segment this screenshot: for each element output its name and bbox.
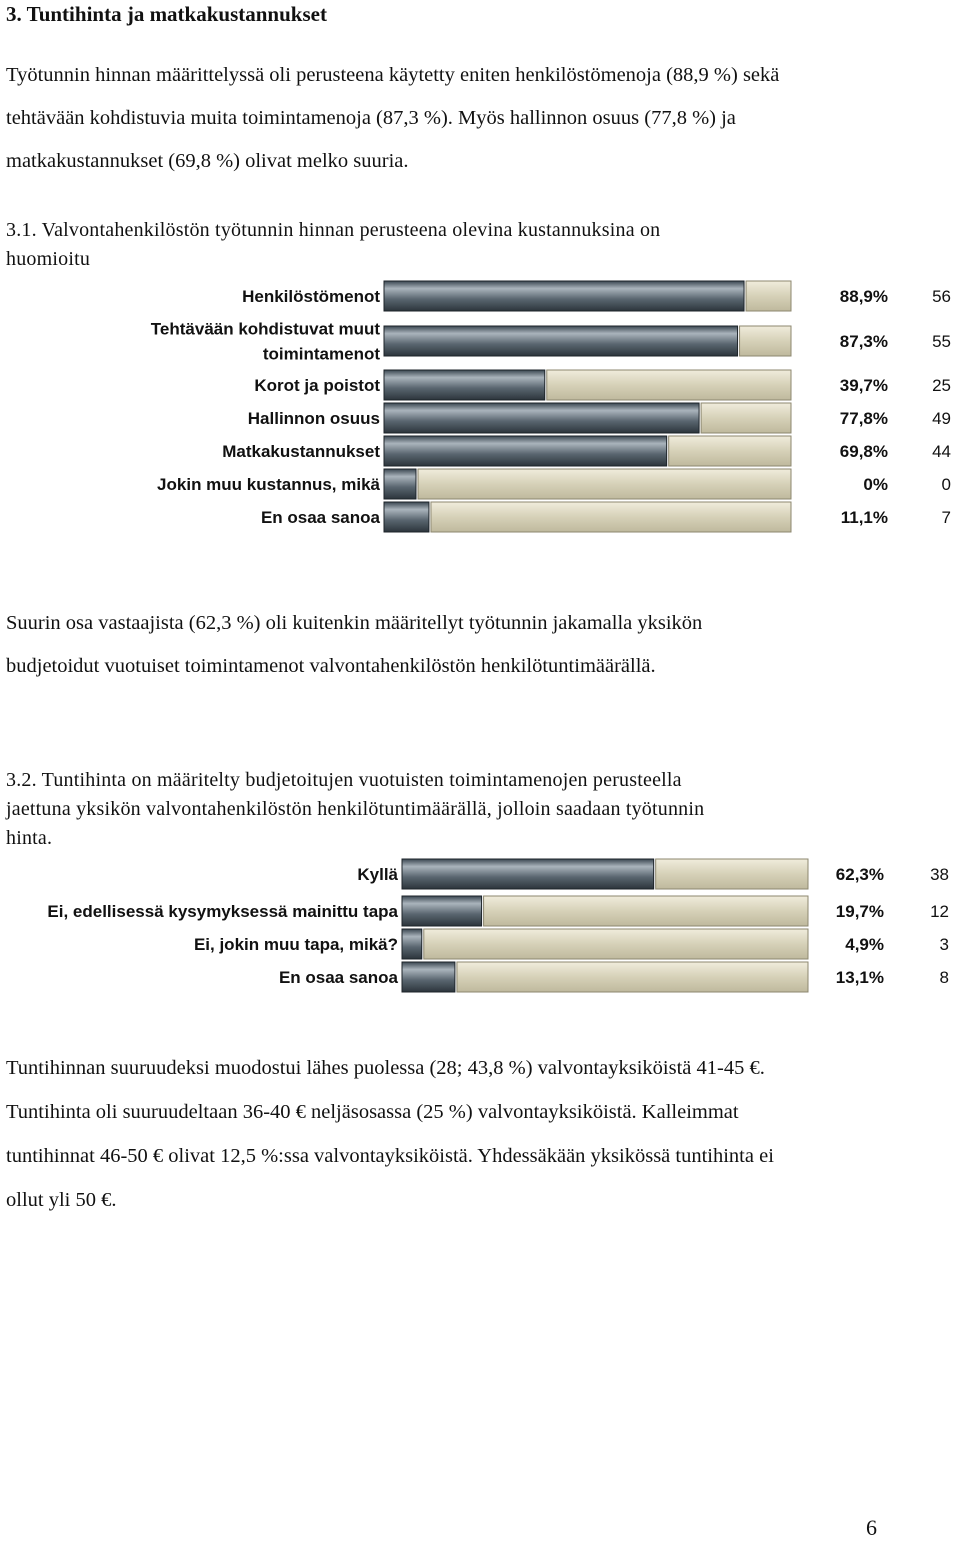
- count-label: 12: [930, 902, 949, 921]
- bar-value: [402, 859, 654, 889]
- percent-label: 69,8%: [839, 442, 888, 461]
- bar-value: [384, 281, 744, 311]
- count-label: 3: [939, 935, 949, 954]
- caption-line: huomioitu: [6, 248, 91, 270]
- category-label: Ei, jokin muu tapa, mikä?: [193, 935, 398, 954]
- caption-line: 3.2. Tuntihinta on määritelty budjetoitujen vuotuisten toimintamenojen perusteella: [6, 769, 682, 791]
- bar-remainder: [547, 370, 791, 400]
- caption-line: jaettuna yksikön valvontahenkilöstön henkilötuntimäärällä, jolloin saadaan työtunnin: [6, 798, 705, 820]
- bar-remainder: [746, 281, 791, 311]
- category-label: Jokin muu kustannus, mikä: [157, 475, 380, 494]
- chart-2-svg: [0, 856, 960, 998]
- middle-line: Suurin osa vastaajista (62,3 %) oli kuitenkin määritellyt työtunnin jakamalla yksikön: [6, 612, 703, 634]
- intro-line: Työtunnin hinnan määrittelyssä oli perusteena käytetty eniten henkilöstömenoja (88,9 %) sekä: [6, 64, 780, 86]
- category-label: Matkakustannukset: [222, 442, 380, 461]
- intro-line: tehtävään kohdistuvia muita toimintamenoja (87,3 %). Myös hallinnon osuus (77,8 %) ja: [6, 107, 736, 129]
- category-label: Ei, edellisessä kysymyksessä mainittu tapa: [47, 902, 398, 921]
- count-label: 55: [932, 332, 951, 351]
- caption-line: 3.1. Valvontahenkilöstön työtunnin hinnan perusteena olevina kustannuksina on: [6, 219, 661, 241]
- category-label: Korot ja poistot: [254, 376, 380, 395]
- percent-label: 19,7%: [835, 902, 884, 921]
- bar-remainder: [457, 962, 808, 992]
- bar-remainder: [484, 896, 808, 926]
- middle-paragraph: [6, 602, 956, 688]
- count-label: 38: [930, 865, 949, 884]
- percent-label: 88,9%: [839, 287, 888, 306]
- percent-label: 39,7%: [839, 376, 888, 395]
- bar-value: [402, 929, 422, 959]
- bar-remainder: [740, 326, 791, 356]
- caption-line: hinta.: [6, 827, 53, 849]
- count-label: 8: [939, 968, 949, 987]
- category-label: toimintamenot: [262, 344, 380, 364]
- middle-line: budjetoidut vuotuiset toimintamenot valvontahenkilöstön henkilötuntimäärällä.: [6, 655, 656, 677]
- percent-label: 77,8%: [839, 409, 888, 428]
- category-label: En osaa sanoa: [278, 968, 398, 987]
- category-label: Hallinnon osuus: [247, 409, 380, 428]
- bar-value: [384, 502, 429, 532]
- bar-remainder: [669, 436, 791, 466]
- intro-line: matkakustannukset (69,8 %) olivat melko suuria.: [6, 150, 409, 172]
- final-paragraph: [6, 1046, 956, 1222]
- bar-remainder: [424, 929, 808, 959]
- count-label: 0: [941, 475, 951, 494]
- chart-1: [0, 272, 960, 540]
- bar-value: [384, 370, 545, 400]
- bar-value: [402, 962, 455, 992]
- percent-label: 11,1%: [840, 508, 888, 527]
- section-heading: 3. Tuntihinta ja matkakustannukset: [6, 2, 327, 26]
- category-label: Kyllä: [357, 865, 398, 884]
- percent-label: 87,3%: [839, 332, 888, 351]
- count-label: 56: [932, 287, 951, 306]
- chart-2: [0, 856, 960, 998]
- category-label: Tehtävään kohdistuvat muut: [150, 319, 380, 339]
- intro-paragraph: [6, 54, 956, 183]
- final-line: tuntihinnat 46-50 € olivat 12,5 %:ssa valvontayksiköistä. Yhdessäkään yksikössä tuntihinta ei: [6, 1145, 774, 1167]
- count-label: 25: [932, 376, 951, 395]
- count-label: 44: [932, 442, 951, 461]
- chart-1-svg: [0, 272, 960, 540]
- percent-label: 62,3%: [835, 865, 884, 884]
- bar-value: [384, 469, 416, 499]
- bar-remainder: [656, 859, 808, 889]
- bar-value: [402, 896, 482, 926]
- category-label: En osaa sanoa: [260, 508, 380, 527]
- category-label: Henkilöstömenot: [242, 287, 380, 306]
- bar-remainder: [701, 403, 791, 433]
- final-line: Tuntihinnan suuruudeksi muodostui lähes puolessa (28; 43,8 %) valvontayksiköistä 41-45 €.: [6, 1057, 765, 1079]
- bar-remainder: [431, 502, 791, 532]
- bar-value: [384, 403, 699, 433]
- page-number: 6: [866, 1515, 877, 1540]
- bar-remainder: [418, 469, 791, 499]
- chart-2-caption: [6, 766, 906, 853]
- count-label: 49: [932, 409, 951, 428]
- percent-label: 4,9%: [845, 935, 884, 954]
- bar-value: [384, 326, 738, 356]
- final-line: ollut yli 50 €.: [6, 1189, 117, 1211]
- chart-1-caption: [6, 216, 906, 274]
- percent-label: 0%: [863, 475, 888, 494]
- final-line: Tuntihinta oli suuruudeltaan 36-40 € neljäsosassa (25 %) valvontayksiköistä. Kalleimmat: [6, 1101, 739, 1123]
- percent-label: 13,1%: [835, 968, 884, 987]
- count-label: 7: [941, 508, 951, 527]
- bar-value: [384, 436, 667, 466]
